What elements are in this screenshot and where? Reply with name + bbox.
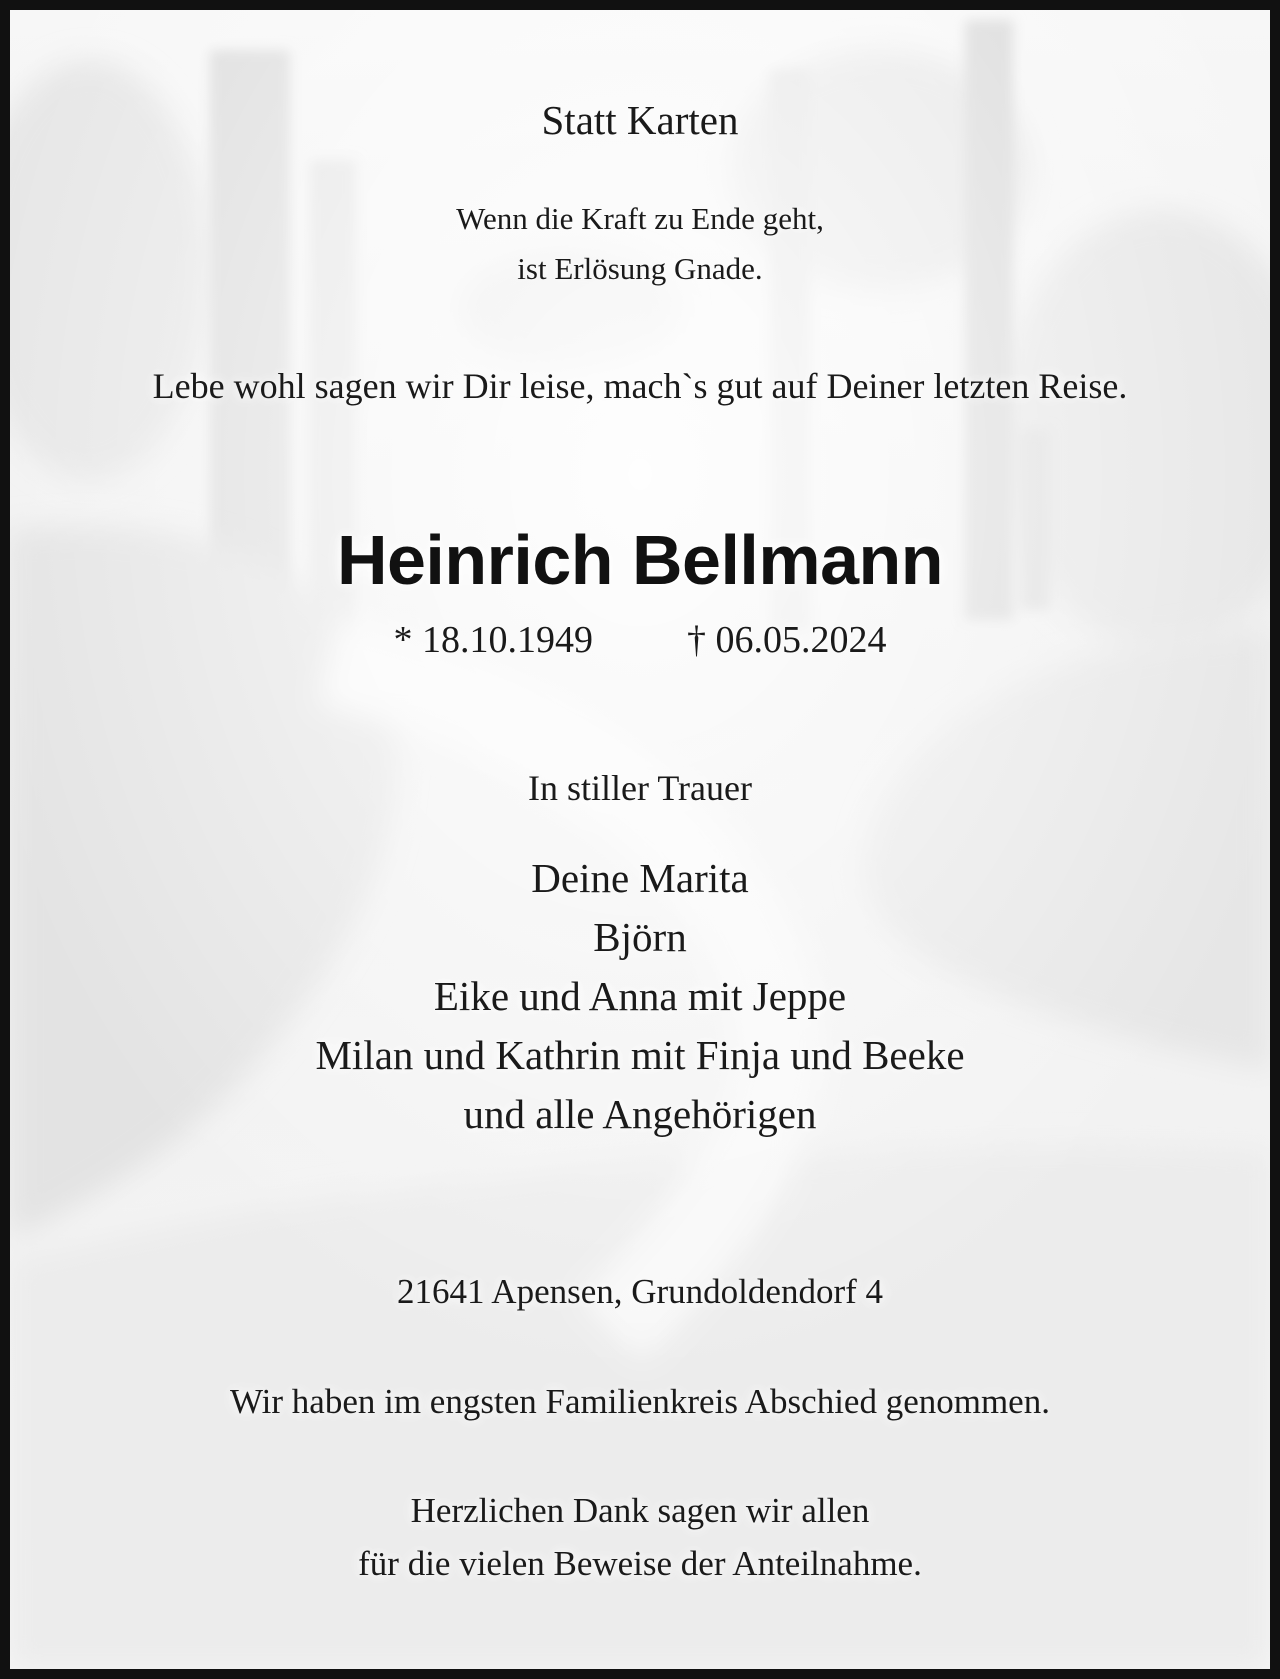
- notice-heading: Statt Karten: [541, 97, 739, 143]
- farewell-verse: Lebe wohl sagen wir Dir leise, mach`s gut auf Deiner letzten Reise.: [152, 366, 1128, 406]
- address: 21641 Apensen, Grundoldendorf 4: [396, 1272, 884, 1311]
- farewell-note: Wir haben im engsten Familienkreis Abschied genommen.: [230, 1382, 1050, 1421]
- thanks: [10, 1484, 1270, 1590]
- mourner-line: Eike und Anna mit Jeppe: [433, 973, 847, 1019]
- mourner-line: und alle Angehörigen: [463, 1091, 817, 1137]
- mourning-intro: In stiller Trauer: [528, 768, 752, 808]
- life-dates: [10, 618, 1270, 662]
- deceased-name: Heinrich Bellmann: [336, 521, 944, 599]
- death-date: † 06.05.2024: [687, 619, 887, 661]
- notice-text: [10, 10, 1270, 1669]
- mourner-line: Milan und Kathrin mit Finja und Beeke: [315, 1032, 965, 1078]
- quote-line: Wenn die Kraft zu Ende geht,: [456, 201, 824, 236]
- mourner-line: Deine Marita: [531, 855, 749, 901]
- quote-line: ist Erlösung Gnade.: [517, 251, 763, 286]
- thanks-line: Herzlichen Dank sagen wir allen: [410, 1491, 870, 1530]
- quote: [10, 194, 1270, 294]
- mourner-line: Björn: [593, 914, 687, 960]
- birth-date: * 18.10.1949: [393, 619, 593, 661]
- mourners-list: [10, 849, 1270, 1144]
- thanks-line: für die vielen Beweise der Anteilnahme.: [358, 1544, 922, 1583]
